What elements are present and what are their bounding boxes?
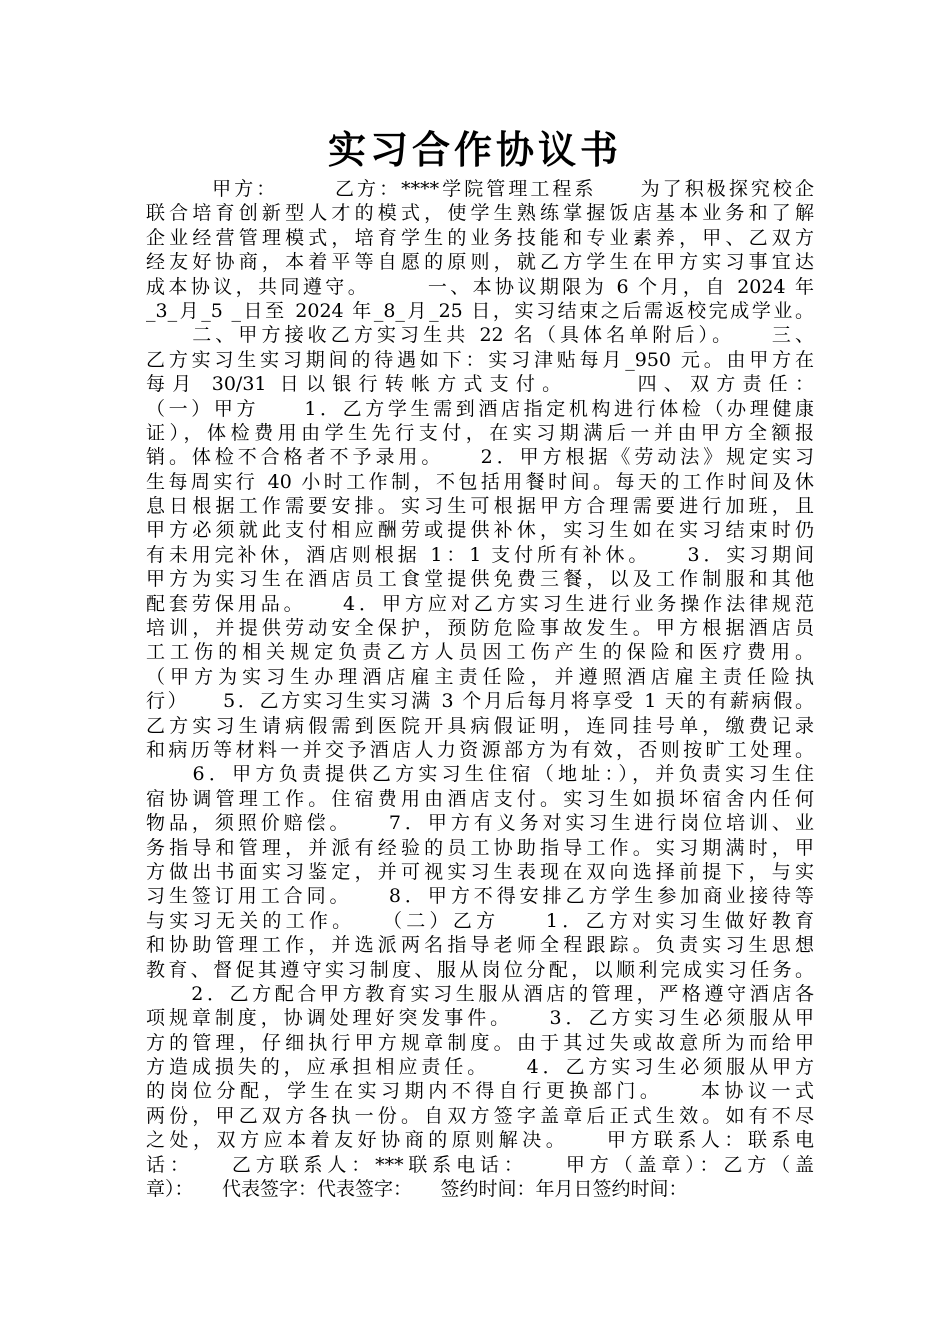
body-line: 销。体检不合格者不予录用。 2．甲方根据《劳动法》规定实习 (146, 446, 814, 469)
body-line: 习生签订用工合同。 8．甲方不得安排乙方学生参加商业接待等 (146, 885, 814, 908)
body-line: 二、甲方接收乙方实习生共 22 名（具体名单附后）。 三、 (146, 324, 814, 347)
body-line: （甲方为实习生办理酒店雇主责任险，并遵照酒店雇主责任险执 (146, 665, 814, 688)
document-body (146, 177, 814, 1201)
body-line: 甲方必须就此支付相应酬劳或提供补休，实习生如在实习结束时仍 (146, 519, 814, 542)
body-line: 话： 乙方联系人：***联系电话： 甲方（盖章）：乙方（盖 (146, 1153, 814, 1176)
body-line: _3_月_5 _日至 2024 年_8_月_25 日，实习结束之后需返校完成学业。 (146, 299, 814, 322)
document-title: 实习合作协议书 (327, 128, 622, 172)
body-line: 项规章制度，协调处理好突发事件。 3．乙方实习生必须服从甲 (146, 1007, 814, 1030)
body-line: 6．甲方负责提供乙方实习生住宿（地址：），并负责实习生住 (146, 763, 814, 786)
body-line: 息日根据工作需要安排。实习生可根据甲方合理需要进行加班，且 (146, 495, 814, 518)
body-line: 方的管理，仔细执行甲方规章制度。由于其过失或故意所为而给甲 (146, 1031, 814, 1054)
body-line: 宿协调管理工作。住宿费用由酒店支付。实习生如损坏宿舍内任何 (146, 787, 814, 810)
body-line: 之处，双方应本着友好协商的原则解决。 甲方联系人：联系电 (146, 1129, 814, 1152)
body-line: 培训，并提供劳动安全保护，预防危险事故发生。甲方根据酒店员 (146, 617, 814, 640)
body-line: 甲方： 乙方：****学院管理工程系 为了积极探究校企 (146, 178, 814, 200)
body-line: 经友好协商，本着平等自愿的原则，就乙方学生在甲方实习事宜达 (146, 251, 814, 274)
body-line: 章）： 代表签字：代表签字： 签约时间：年月日签约时间： (146, 1178, 688, 1201)
body-line: 物品，须照价赔偿。 7．甲方有义务对实习生进行岗位培训、业 (146, 812, 814, 835)
body-line: 方做出书面实习鉴定，并可视实习生表现在双向选择前提下，与实 (146, 860, 814, 883)
body-line: 每月 30/31 日以银行转帐方式支付。 四、双方责任： (146, 373, 814, 396)
body-line: 有未用完补休，酒店则根据 1：1 支付所有补休。 3．实习期间 (146, 543, 814, 566)
body-line: 务指导和管理，并派有经验的员工协助指导工作。实习期满时，甲 (146, 836, 814, 859)
body-line: 教育、督促其遵守实习制度、服从岗位分配，以顺利完成实习任务。 (146, 958, 814, 981)
body-line: 生每周实行 40 小时工作制，不包括用餐时间。每天的工作时间及休 (146, 470, 814, 493)
body-line: 联合培育创新型人才的模式，使学生熟练掌握饭店基本业务和了解 (146, 202, 814, 225)
body-line: 的岗位分配，学生在实习期内不得自行更换部门。 本协议一式 (146, 1080, 814, 1103)
body-line: 甲方为实习生在酒店员工食堂提供免费三餐，以及工作制服和其他 (146, 568, 814, 591)
body-line: 和协助管理工作，并选派两名指导老师全程跟踪。负责实习生思想 (146, 934, 814, 957)
body-line: 成本协议，共同遵守。 一、本协议期限为 6 个月，自 2024 年 (146, 275, 814, 298)
body-line: 行） 5．乙方实习生实习满 3 个月后每月将享受 1 天的有薪病假。 (146, 690, 814, 713)
body-line: 工工伤的相关规定负责乙方人员因工伤产生的保险和医疗费用。 (146, 641, 814, 664)
body-line: 2．乙方配合甲方教育实习生服从酒店的管理，严格遵守酒店各 (146, 982, 814, 1005)
body-line: （一）甲方 1．乙方学生需到酒店指定机构进行体检（办理健康 (146, 397, 814, 420)
body-line: 证），体检费用由学生先行支付，在实习期满后一并由甲方全额报 (146, 421, 814, 444)
body-line: 企业经营管理模式，培育学生的业务技能和专业素养，甲、乙双方 (146, 226, 814, 249)
body-line: 乙方实习生请病假需到医院开具病假证明，连同挂号单，缴费记录 (146, 714, 814, 737)
body-line: 和病历等材料一并交予酒店人力资源部方为有效，否则按旷工处理。 (146, 738, 814, 761)
body-line: 乙方实习生实习期间的待遇如下：实习津贴每月_950 元。由甲方在 (146, 348, 814, 371)
body-line: 方造成损失的，应承担相应责任。 4．乙方实习生必须服从甲方 (146, 1056, 814, 1079)
body-line: 两份，甲乙双方各执一份。自双方签字盖章后正式生效。如有不尽 (146, 1104, 814, 1127)
body-line: 与实习无关的工作。 （二）乙方 1．乙方对实习生做好教育 (146, 909, 814, 932)
body-line: 配套劳保用品。 4．甲方应对乙方实习生进行业务操作法律规范 (146, 592, 814, 615)
